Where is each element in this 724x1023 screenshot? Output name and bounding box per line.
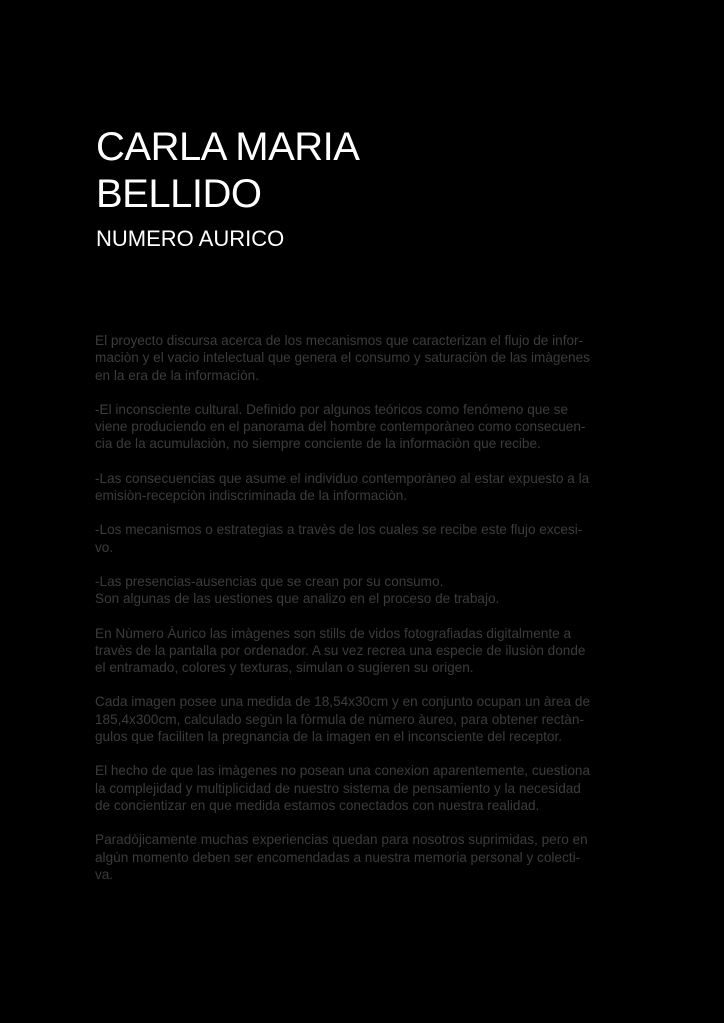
- paragraph-connection: El hecho de que las imàgenes no posean una conexion aparentemente, cuestiona la complejidad y multiplicidad de nuestro sistema de pensamiento y la necesidad de concientizar en que medida estamos conectados con nuestra realidad.: [95, 763, 591, 813]
- body-text: [95, 332, 627, 900]
- author-name-line-2: BELLIDO: [96, 172, 262, 216]
- paragraph-mechanisms: -Los mecanismos o estrategias a travès de los cuales se recibe este flujo excesi- vo.: [95, 522, 583, 555]
- paragraph-memory: Paradòjicamente muchas experiencias quedan para nosotros suprimidas, pero en algùn momento deben ser encomendadas a nuestra memoria personal y colecti- va.: [95, 832, 588, 882]
- author-name-line-1: CARLA MARIA: [96, 125, 360, 169]
- paragraph-cultural-unconscious: -El inconsciente cultural. Definido por algunos teóricos como fenómeno que se viene produciendo en el panorama del hombre contemporàneo como consecuen- cia de la acumulaciòn, no siempre conciente de la informaciòn que recibe.: [95, 401, 586, 452]
- paragraph-dimensions: Cada imagen posee una medida de 18,54x30cm y en conjunto ocupan un àrea de 185,4x300cm, calculado segùn la fòrmula de nùmero àureo, para obtener rectàn- gulos que faciliten la pregnancia de la imagen en el inconsciente del receptor.: [95, 694, 591, 745]
- paragraph-presences-absences: -Las presencias-ausencias que se crean por su consumo. Son algunas de las uestiones que analizo en el proceso de trabajo.: [95, 573, 500, 607]
- title-block: [96, 124, 656, 253]
- paragraph-numero-aurico: En Nùmero Àurico las imàgenes son stills de vidos fotografiadas digitalmente a travès de la pantalla por ordenador. A su vez recrea una especie de ilusiòn donde el entramado, colores y texturas, simulan o sugieren su origen.: [95, 625, 586, 676]
- paragraph-intro: El proyecto discursa acerca de los mecanismos que caracterizan el flujo de infor- maciòn y el vacio intelectual que genera el consumo y saturaciòn de las imàgenes en la era de la informaciòn.: [95, 333, 590, 383]
- paragraph-consequences: -Las consecuencias que asume el individuo contemporàneo al estar expuesto a la emisiòn-recepciòn indiscriminada de la informaciòn.: [95, 470, 590, 504]
- project-title: NUMERO AURICO: [96, 226, 285, 251]
